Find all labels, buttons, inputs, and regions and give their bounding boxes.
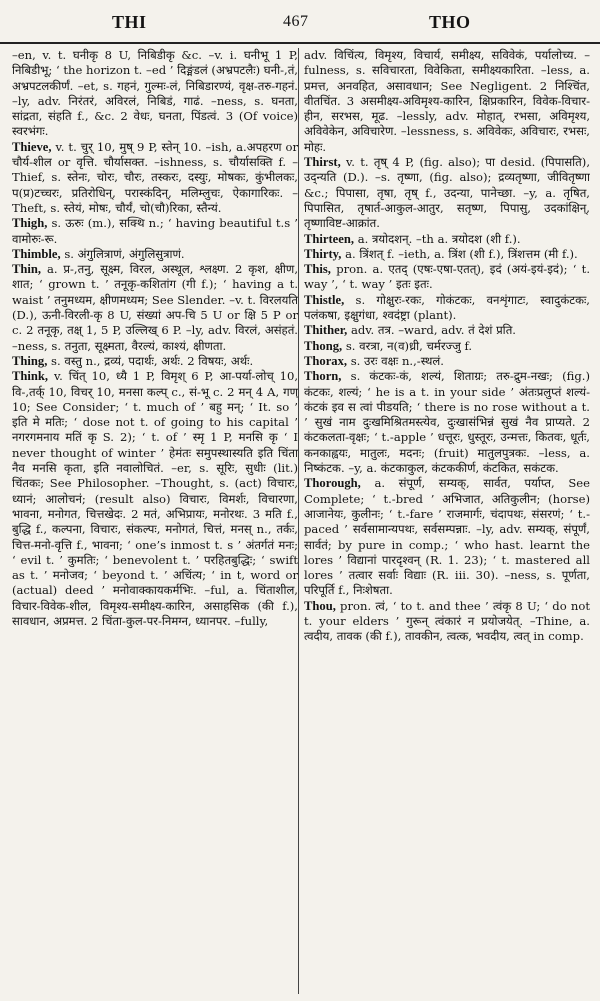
page-header — [0, 0, 600, 44]
dictionary-entry — [304, 369, 590, 476]
entry-text: v. चिंत् 10, ध्यै 1 P, विमृश् 6 P, आ-पर्या-लोच् 10, वि-,तर्क् 10, विचर् 10, मनसा कल्प् c., सं-भू c. 2 मन् 4 A, गण् 10; See Consider; ‘ t. much of ’ बहु मन्; ‘ It. so ’ इति मे मतिः; ‘ dose not t. of going to his capital ’ नगरगमनाय मतिं कृ S. 2); ‘ t. of ’ स्मृ 1 P, मनसि कृ ‘ I never thought of winter ’ हेमंतः समुपस्थास्यति इति चिंता नैव मनसि कृता, इति नवालोचितं. –er, s. सूरिः, सुधीः (lit.) चिंतकः; See Philosopher. –Thought, s. (act) विचारः, ध्यानं; आलोचनं; (result also) विचारः, विमर्शः, विचारणा, भावना, मनोगत, चित्तखेदः. 2 मतं, अभिप्रायः, मनोरथः. 3 मति f., बुद्धि f., कल्पना, विचारः, संकल्पः, मनोगतं, चित्तं, मनस् n., तर्कः, चित्त-मनो-वृत्ति f., भावना; ‘ one’s inmost t. s ’ अंतर्गतं मनः; ‘ evil t. ’ कुमतिः; ‘ benevolent t. ’ परहितबुद्धिः; ‘ swift as t. ’ मनोजव; ‘ beyond t. ’ अचिंत्य; ‘ in t, word or (actual) deed ’ मनोवाक्कायकर्मभिः. –ful, a. चिंताशील, विचार-विवेक-शील, विमृश्य-समीक्ष्य-कारिन, असाहसिक (की f.), सावधान, अप्रमत्त. 2 चिंता-कुल-पर-निमग्न, ध्यानपर. –fully, — [12, 369, 298, 628]
entry-headword: Thorax, — [304, 353, 348, 368]
dictionary-entry — [304, 232, 590, 247]
entry-text: pron. a. एतद् (एषः-एषा-एतत्), इदं (अयं-इयं-इदं); ‘ t. way ’, ‘ t. way ’ इतः इतः. — [304, 262, 590, 292]
dictionary-entry — [12, 48, 298, 140]
entry-text: s. अंगुलित्राणं, अंगुलिसुत्राणं. — [64, 246, 185, 261]
entry-text: s. वस्तु n., द्रव्यं, पदार्थः, अर्थः. 2 विषयः, अर्थः. — [51, 353, 254, 368]
entry-text: s. गोक्षुरः-रकः, गोकंटकः, वनशृंगाटः, स्वादुकंटकः, पलंकषा, इक्षुगंधा, श्वदंष्ट्रा (plant). — [304, 292, 590, 323]
entry-headword: Thieve, — [12, 139, 52, 154]
entry-text: v. t. तृष् 4 P, (fig. also); पा desid. (पिपासति), उद्न्यति (D.). –s. तृष्णा, (fig. also); द्रव्यतृष्णा, जीवितृष्णा &c.; पिपासा, तृषा, तृष् f., उदन्या, पानेच्छा. –y, a. तृषित, पिपासित, तृषार्त-आकुल-आतुर, सतृष्ण, पिपासु, उदकांक्षिन्, तृष्णाविष्ट-आक्रांत. — [304, 155, 590, 231]
dictionary-entry — [304, 599, 590, 645]
entry-headword: Think, — [12, 369, 49, 384]
dictionary-entry — [304, 155, 590, 231]
entry-headword: Thorn, — [304, 369, 342, 384]
dictionary-entry — [304, 339, 590, 354]
entry-text: pron. त्वं, ‘ to t. and thee ’ त्वंकृ 8 U; ‘ do not t. your elders ’ गुरून् त्वंकारं न प्रयोजयेत्. –Thine, a. त्वदीय, तावक (की f.), तावकीन, त्वत्क, भवदीय, त्वत् in comp. — [304, 598, 590, 644]
entry-headword: Thigh, — [12, 216, 48, 231]
entry-headword: This, — [304, 262, 331, 277]
dictionary-entry — [304, 354, 590, 369]
entry-headword: Thirty, — [304, 246, 342, 261]
entry-text: s. ऊरुः (m.), सक्थि n.; ‘ having beautiful t.s ’ वामोरुः-रू. — [12, 216, 298, 246]
column-divider — [298, 48, 299, 994]
entry-headword: Thing, — [12, 353, 48, 368]
left-guide-word: THI — [112, 12, 147, 32]
entry-text: a. प्र-,तनु, सूक्ष्म, विरल, अस्थूल, श्लक्ष्ण. 2 कृश, क्षीण, शात; ‘ grown t. ’ तनूकृ-कशितांग (गी f.); ‘ having a t. waist ’ तनुमध्यम, क्षीणमध्यम; See Slender. –v. t. विरलयति (D.), ऊनी-विरली-कृ 8 U, संख्यां अप-चि 5 U or क्षि 5 P or c. 2 तनूकृ, तक्ष् 1, 5 P, उल्लिख् 6 P. –ly, adv. विरलं, असंहतं. –ness, s. तनुता, सूक्ष्मता, वैरल्यं, काश्यं, क्षीणता. — [12, 262, 298, 353]
dictionary-entry — [12, 216, 298, 247]
entry-headword: Thirteen, — [304, 231, 355, 246]
page-number: 467 — [283, 13, 309, 30]
entry-headword: Thither, — [304, 323, 348, 338]
entry-text: v. t. चुर् 10, मुष् 9 P, स्तेन् 10. –ish, a.अपहरण or चौर्य-शील or वृत्ति. चौर्यासक्त. –ishness, s. चौर्यासक्ति f. –Thief, s. स्तेनः, चोरः, चौरः, तस्करः, दस्युः, मोषकः, कुंभीलकः, प(प्र)टच्चरः, प्रतिरोधिन्, परास्कंदिन्, मलिम्लुचः, ऐकागारिकः. –Theft, s. स्तेयं, मोषः, चौर्यं, चो(चौ)रिका, स्तैन्यं. — [12, 139, 298, 215]
entry-text: a. त्रिंशत् f. –ieth, a. त्रिंश (शी f.), त्रिंशत्तम (मी f.). — [345, 246, 578, 261]
dictionary-entry — [12, 354, 298, 369]
entry-headword: Thistle, — [304, 292, 345, 307]
entry-headword: Thong, — [304, 338, 343, 353]
dictionary-entry — [12, 247, 298, 262]
left-column — [12, 48, 298, 994]
dictionary-entry — [12, 262, 298, 354]
dictionary-entry — [304, 476, 590, 598]
entry-text: s. उरः वक्षः n.,-स्थलं. — [350, 353, 444, 368]
entry-text: a. संपूर्ण, सम्यक्, सार्वत, पर्याप्त, See Complete; ‘ t.-bred ’ अभिजात, अतिकुलीन; (horse) आजानेयः, कुलीनः; ‘ t.-fare ’ राजमार्गः, चंदापथः, संसरणं; ‘ t.-paced ’ सर्वसामान्यपथः, सर्वसम्पन्नाः. –ly, adv. सम्यक्, संपूर्णं, सार्वतं; by pure in comp.; ‘ who hast. learnt the lores ’ विद्यानां पारदृश्वन् (R. 1. 23); ‘ t. mastered all lores ’ तत्वार सर्वाः विद्याः (R. iii. 30). –ness, s. पूर्णता, परिपूर्ति f., निःशेषता. — [304, 476, 590, 598]
dictionary-entry — [304, 323, 590, 338]
entry-headword: Thin, — [12, 262, 42, 277]
entry-text: a. त्रयोदशन्. –th a. त्रयोदश (शी f.). — [357, 231, 521, 246]
entry-headword: Thirst, — [304, 155, 341, 170]
dictionary-entry — [12, 369, 298, 629]
right-column — [304, 48, 590, 994]
entry-text: –en, v. t. घनीकृ 8 U, निबिडीकृ &c. –v. i. घनीभू 1 P, निबिडीभू; ‘ the horizon t. –ed ’ दिङ्मंडलं (अभ्रपटलैः) घनी-,तं, अभ्रपटलकीर्णं. –et, s. गहनं, गुल्मः-लं, निबिडारण्यं, वृक्ष-तरु-गहनं. –ly, adv. निरंतरं, अविरलं, निबिडं, गाढं. –ness, s. घनता, सांद्रता, संहति f., &c. 2 वेधः, घनता, पिंडत्वं. 3 (Of voice) स्वरभंगः. — [12, 48, 298, 139]
dictionary-entry — [12, 140, 298, 216]
entry-text: adv. विचिंत्य, विमृश्य, विचार्य, समीक्ष्य, सविवेकं, पर्यालोच्य. –fulness, s. सविचारता, विवेकिता, समीक्ष्यकारिता. –less, a. प्रमत्त, अनवहित, असावधान; See Negligent. 2 निश्चिंत, वीतचिंत. 3 असमीक्ष्य-अविमृश्य-कारिन, क्षिप्रकारिन, विवेक-विचार-हीन, सरभस, मूढ. –lessly, adv. मोहात्, रभसा, अविमृश्य, अविवेकेन, अविचारेण. –lessness, s. अविवेकः, अविचारः, रभसः, मोहः. — [304, 48, 590, 154]
right-guide-word: THO — [429, 12, 471, 32]
entry-text: s. कंटकः-कं, शल्यं, शिताग्रः; तरु-द्रुम-नखः; (fig.) कंटकः, शल्यं; ‘ he is a t. in your side ’ अंतःप्रलुप्तं शल्यं-कंटकं इव स त्वां पीडयति; ‘ there is no rose without a t. ’ सुखं नाम दुःखमिश्रितमस्त्येव, दुःखासंभिन्नं सुखं नैव प्राप्यते. 2 कंटकलता-वृक्षः; ‘ t.-apple ’ धत्तूरः, धुस्तूरः, उन्मत्तः, कितवः, धूर्तः, कनकाह्वयः, मातुलः, मदनः; (fruit) मातुलपुत्रकः. –less, a. निष्कंटक. –y, a. कंटकाकुल, कंटककीर्ण, कंटकित, सकंटक. — [304, 369, 590, 476]
dictionary-entry — [304, 293, 590, 324]
entry-text: s. वरत्रा, न(व)ध्री, चर्मरज्जु f. — [345, 338, 473, 353]
entry-headword: Thou, — [304, 598, 336, 613]
dictionary-entry — [304, 262, 590, 293]
entry-text: adv. तत्र. –ward, adv. तं देशं प्रति. — [350, 323, 516, 338]
entry-headword: Thimble, — [12, 246, 61, 261]
entry-headword: Thorough, — [304, 476, 361, 491]
dictionary-entry — [304, 48, 590, 155]
dictionary-entry — [304, 247, 590, 262]
